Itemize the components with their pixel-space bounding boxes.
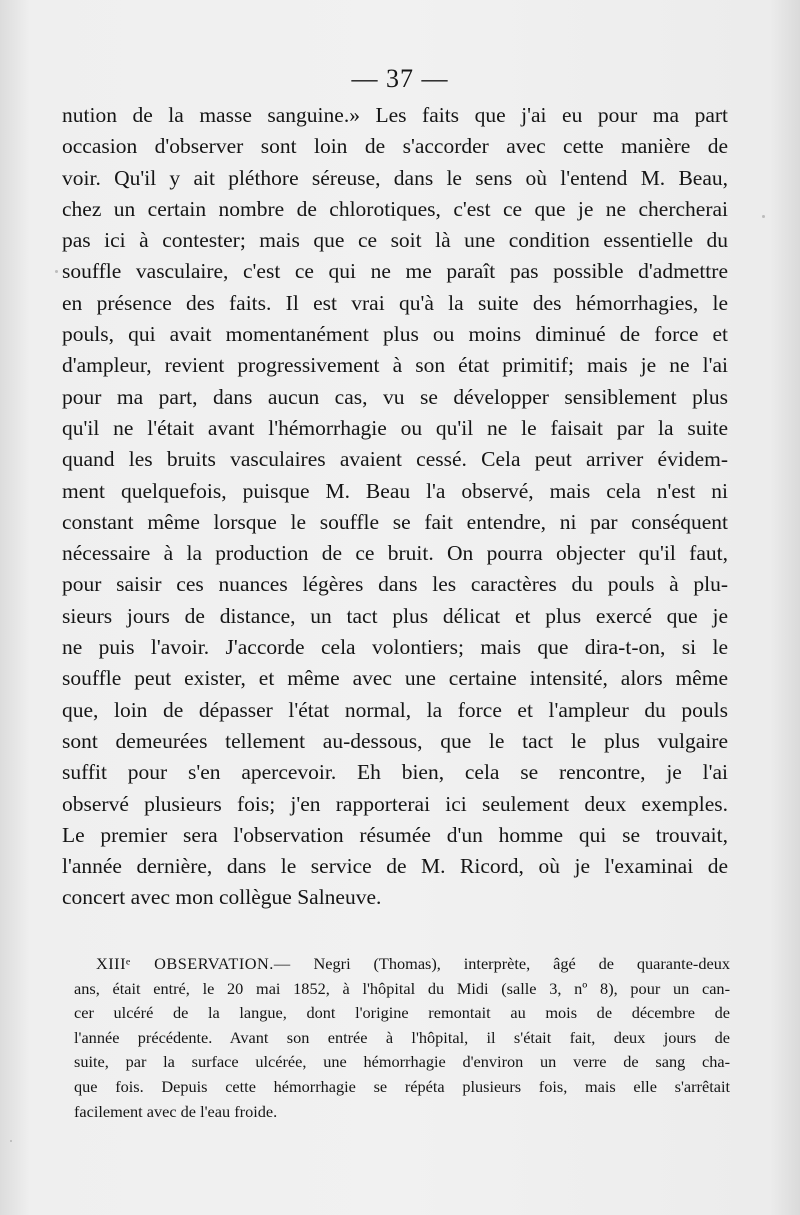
text-line: en présence des faits. Il est vrai qu'à la suite des hémorrhagies, le: [62, 290, 728, 315]
text-line: quand les bruits vasculaires avaient cessé. Cela peut arriver évidem-: [62, 447, 728, 472]
observation-line: facilement avec de l'eau froide.: [74, 1101, 278, 1121]
text-line: d'ampleur, revient progressivement à son état primitif; mais je ne l'ai: [62, 353, 728, 378]
text-line: ne puis l'avoir. J'accorde cela volontiers; mais que dira-t-on, si le: [62, 635, 728, 660]
paper-speck: [762, 215, 765, 218]
observation-first-line-text: Negri (Thomas), interprète, âgé de quarante-deux: [313, 954, 730, 973]
text-line: souffle peut exister, et même avec une certaine intensité, alors même: [62, 666, 728, 691]
observation-heading: XIIIᵉ OBSERVATION.—: [96, 954, 291, 973]
text-line: pour saisir ces nuances légères dans les caractères du pouls à plu-: [62, 572, 728, 597]
text-line: sieurs jours de distance, un tact plus délicat et plus exercé que je: [62, 603, 728, 628]
observation-first-line: [74, 952, 730, 977]
text-line: Le premier sera l'observation résumée d'un homme qui se trouvait,: [62, 822, 728, 847]
paper-speck: [10, 1140, 12, 1142]
observation-line: ans, était entré, le 20 mai 1852, à l'hôpital du Midi (salle 3, nº 8), pour un can-: [74, 978, 730, 998]
observation-line: cer ulcéré de la langue, dont l'origine remontait au mois de décembre de: [74, 1003, 730, 1023]
text-line: nécessaire à la production de ce bruit. On pourra objecter qu'il faut,: [62, 541, 728, 566]
page-number: — 37 —: [351, 64, 449, 93]
text-line: nution de la masse sanguine.» Les faits que j'ai eu pour ma part: [62, 103, 728, 127]
text-line: qu'il ne l'était avant l'hémorrhagie ou qu'il ne le faisait par la suite: [62, 415, 728, 440]
text-line: que, loin de dépasser l'état normal, la force et l'ampleur du pouls: [62, 697, 728, 722]
text-line: pour ma part, dans aucun cas, vu se développer sensiblement plus: [62, 384, 728, 409]
observation-line: suite, par la surface ulcérée, une hémorrhagie d'environ un verre de sang cha-: [74, 1052, 730, 1072]
text-line: concert avec mon collègue Salneuve.: [62, 885, 382, 910]
text-line: observé plusieurs fois; j'en rapporterai ici seulement deux exemples.: [62, 791, 728, 816]
text-line: voir. Qu'il y ait pléthore séreuse, dans le sens où l'entend M. Beau,: [62, 165, 728, 190]
text-line: pas ici à contester; mais que ce soit là une condition essentielle du: [62, 228, 728, 253]
text-line: l'année dernière, dans le service de M. Ricord, où je l'examinai de: [62, 854, 728, 879]
observation-line: l'année précédente. Avant son entrée à l'hôpital, il s'était fait, deux jours de: [74, 1027, 730, 1047]
observation-block: [74, 952, 730, 1124]
main-paragraph: [62, 100, 728, 914]
text-line: suffit pour s'en apercevoir. Eh bien, cela se rencontre, je l'ai: [62, 760, 728, 785]
text-line: souffle vasculaire, c'est ce qui ne me paraît pas possible d'admettre: [62, 259, 728, 284]
paper-speck: [55, 270, 58, 273]
text-line: occasion d'observer sont loin de s'accorder avec cette manière de: [62, 134, 728, 159]
text-line: sont demeurées tellement au-dessous, que le tact le plus vulgaire: [62, 728, 728, 753]
text-line: ment quelquefois, puisque M. Beau l'a observé, mais cela n'est ni: [62, 478, 728, 503]
text-line: pouls, qui avait momentanément plus ou moins diminué de force et: [62, 322, 728, 347]
text-line: chez un certain nombre de chlorotiques, c'est ce que je ne chercherai: [62, 196, 728, 221]
text-line: constant même lorsque le souffle se fait entendre, ni par conséquent: [62, 509, 728, 534]
observation-line: que fois. Depuis cette hémorrhagie se répéta plusieurs fois, mais elle s'arrêtait: [74, 1076, 730, 1096]
